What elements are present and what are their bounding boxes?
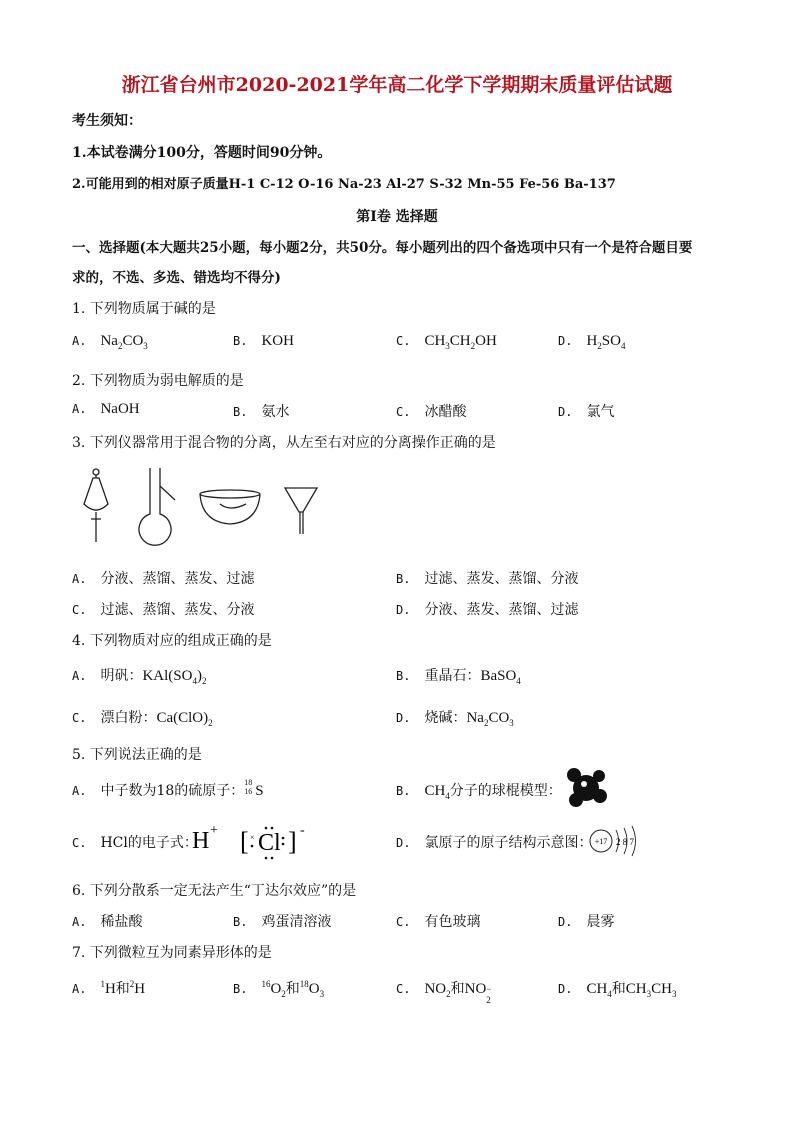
question-1-stem: 1. 下列物质属于碱的是 (72, 301, 216, 317)
question-3-stem: 3. 下列仪器常用于混合物的分离，从左至右对应的分离操作正确的是 (72, 435, 496, 451)
formula-ethane: $CH_3CH_3$ (625, 981, 677, 999)
notice-heading: 考生须知： (72, 113, 142, 129)
chlorine-atom-structure-diagram (588, 824, 648, 858)
notice-line-2: 2.可能用到的相对原子质量H-1 C-12 O-16 Na-23 Al-27 S-32 Mn-55 Fe-56 Ba-137 (72, 177, 616, 192)
q6-option-b[interactable]: B. 鸡蛋清溶液 (233, 914, 332, 930)
q5-option-b[interactable]: B. $CH_4$分子的球棍模型： (396, 783, 562, 801)
formula-ethanol: $CH_3CH_2OH$ (424, 333, 497, 351)
lab-apparatus-figure (80, 464, 330, 554)
q3-option-d[interactable]: D. 分液、蒸发、蒸馏、过滤 (396, 602, 579, 618)
q3-option-b[interactable]: B. 过滤、蒸发、蒸馏、分液 (396, 571, 579, 587)
formula-16o2: $^{16}O_2$ (261, 979, 286, 999)
formula-h2so4: $H_2SO_4$ (586, 333, 626, 351)
q1-option-d[interactable]: D. $H_2SO_4$ (558, 333, 626, 351)
q6-option-d[interactable]: D. 晨雾 (558, 914, 615, 930)
formula-na2co3-d: $Na_2CO_3$ (466, 710, 514, 728)
q6-option-c[interactable]: C. 有色玻璃 (396, 914, 481, 930)
formula-ch4: $CH_4$ (424, 783, 450, 801)
formula-ch4-d: $CH_4$ (586, 981, 612, 999)
formula-baso4: BaSO$_4$ (480, 668, 521, 686)
q1-option-a[interactable]: A. $Na_2CO_3$ (72, 333, 148, 351)
question-7-stem: 7. 下列微粒互为同素异形体的是 (72, 945, 272, 961)
formula-18o3: $^{18}O_3$ (299, 979, 325, 999)
question-4-stem: 4. 下列物质对应的组成正确的是 (72, 633, 272, 649)
q5-option-c[interactable]: C. HCl的电子式： (72, 835, 198, 851)
svg-text:+17: +17 (594, 837, 608, 846)
q3-option-c[interactable]: C. 过滤、蒸馏、蒸发、分液 (72, 602, 255, 618)
q4-option-d[interactable]: D. 烧碱：$Na_2CO_3$ (396, 710, 514, 728)
q7-option-b[interactable]: B. $^{16}O_2$和$^{18}O_3$ (233, 979, 325, 999)
q1-option-b[interactable]: B. KOH (233, 333, 294, 349)
notice-line-1: 1.本试卷满分100分，答题时间90分钟。 (72, 145, 332, 161)
q4-option-a[interactable]: A. 明矾：$KAl(SO_4)_2$ (72, 668, 207, 686)
question-5-stem: 5. 下列说法正确的是 (72, 747, 202, 763)
evaporating-dish-icon (200, 490, 260, 524)
q5-option-d[interactable]: D. 氯原子的原子结构示意图： (396, 835, 593, 851)
distillation-flask-icon (139, 468, 175, 545)
question-2-stem: 2. 下列物质为弱电解质的是 (72, 373, 244, 389)
q4-option-b[interactable]: B. 重晶石：BaSO$_4$ (396, 668, 521, 686)
formula-caclo2: $Ca(ClO)_2$ (156, 710, 213, 728)
q2-option-a[interactable]: A. NaOH (72, 401, 140, 417)
formula-alum: $KAl(SO_4)_2$ (142, 668, 207, 686)
q6-option-a[interactable]: A. 稀盐酸 (72, 914, 143, 930)
isotope-1h: $^1$H (100, 979, 116, 997)
q7-option-d[interactable]: D. $CH_4$和$CH_3CH_3$ (558, 981, 677, 999)
q2-option-d[interactable]: D. 氯气 (558, 404, 615, 420)
svg-text:2 8 7: 2 8 7 (616, 837, 634, 847)
question-6-stem: 6. 下列分散系一定无法产生“丁达尔效应”的是 (72, 883, 357, 899)
formula-no2-ion: NO − 2 (464, 981, 492, 1005)
q5-option-a[interactable]: A. 中子数为18的硫原子： 18 16 S (72, 778, 264, 799)
svg-text:H: H (192, 828, 210, 854)
part-heading-line-2: 求的，不选、多选、错选均不得分) (72, 270, 281, 286)
q7-option-c[interactable]: C. $NO_2$和NO − 2 (396, 981, 492, 1005)
hcl-electron-formula (190, 818, 320, 862)
formula-no2: $NO_2$ (424, 981, 451, 999)
svg-text:]: ] (288, 827, 297, 856)
formula-na2co3: $Na_2CO_3$ (100, 333, 148, 351)
page-title: 浙江省台州市2020-2021学年高二化学下学期期末质量评估试题 (121, 74, 673, 96)
q7-option-a[interactable]: A. $^1$H和$^2$H (72, 979, 146, 997)
svg-text:[: [ (240, 827, 249, 856)
q4-option-c[interactable]: C. 漂白粉：$Ca(ClO)_2$ (72, 710, 213, 728)
svg-text:+: + (210, 823, 218, 838)
svg-text:Cl: Cl (258, 830, 281, 856)
separatory-funnel-icon (84, 469, 108, 542)
q2-option-b[interactable]: B. 氨水 (233, 404, 290, 420)
svg-text:-: - (300, 823, 305, 838)
q2-option-c[interactable]: C. 冰醋酸 (396, 404, 467, 420)
section-title: 第Ⅰ卷 选择题 (356, 209, 438, 225)
funnel-icon (285, 488, 317, 534)
svg-text:×: × (250, 833, 255, 842)
q3-option-a[interactable]: A. 分液、蒸馏、蒸发、过滤 (72, 571, 255, 587)
ball-stick-model-icon (564, 766, 608, 808)
nuclide-symbol-s: 18 16 S (244, 778, 264, 799)
q1-option-c[interactable]: C. $CH_3CH_2OH$ (396, 333, 497, 351)
part-heading-line-1: 一、选择题(本大题共25小题，每小题2分，共50分。每小题列出的四个备选项中只有一个是符合题目要 (72, 240, 693, 256)
isotope-2h: $^2$H (129, 979, 146, 997)
